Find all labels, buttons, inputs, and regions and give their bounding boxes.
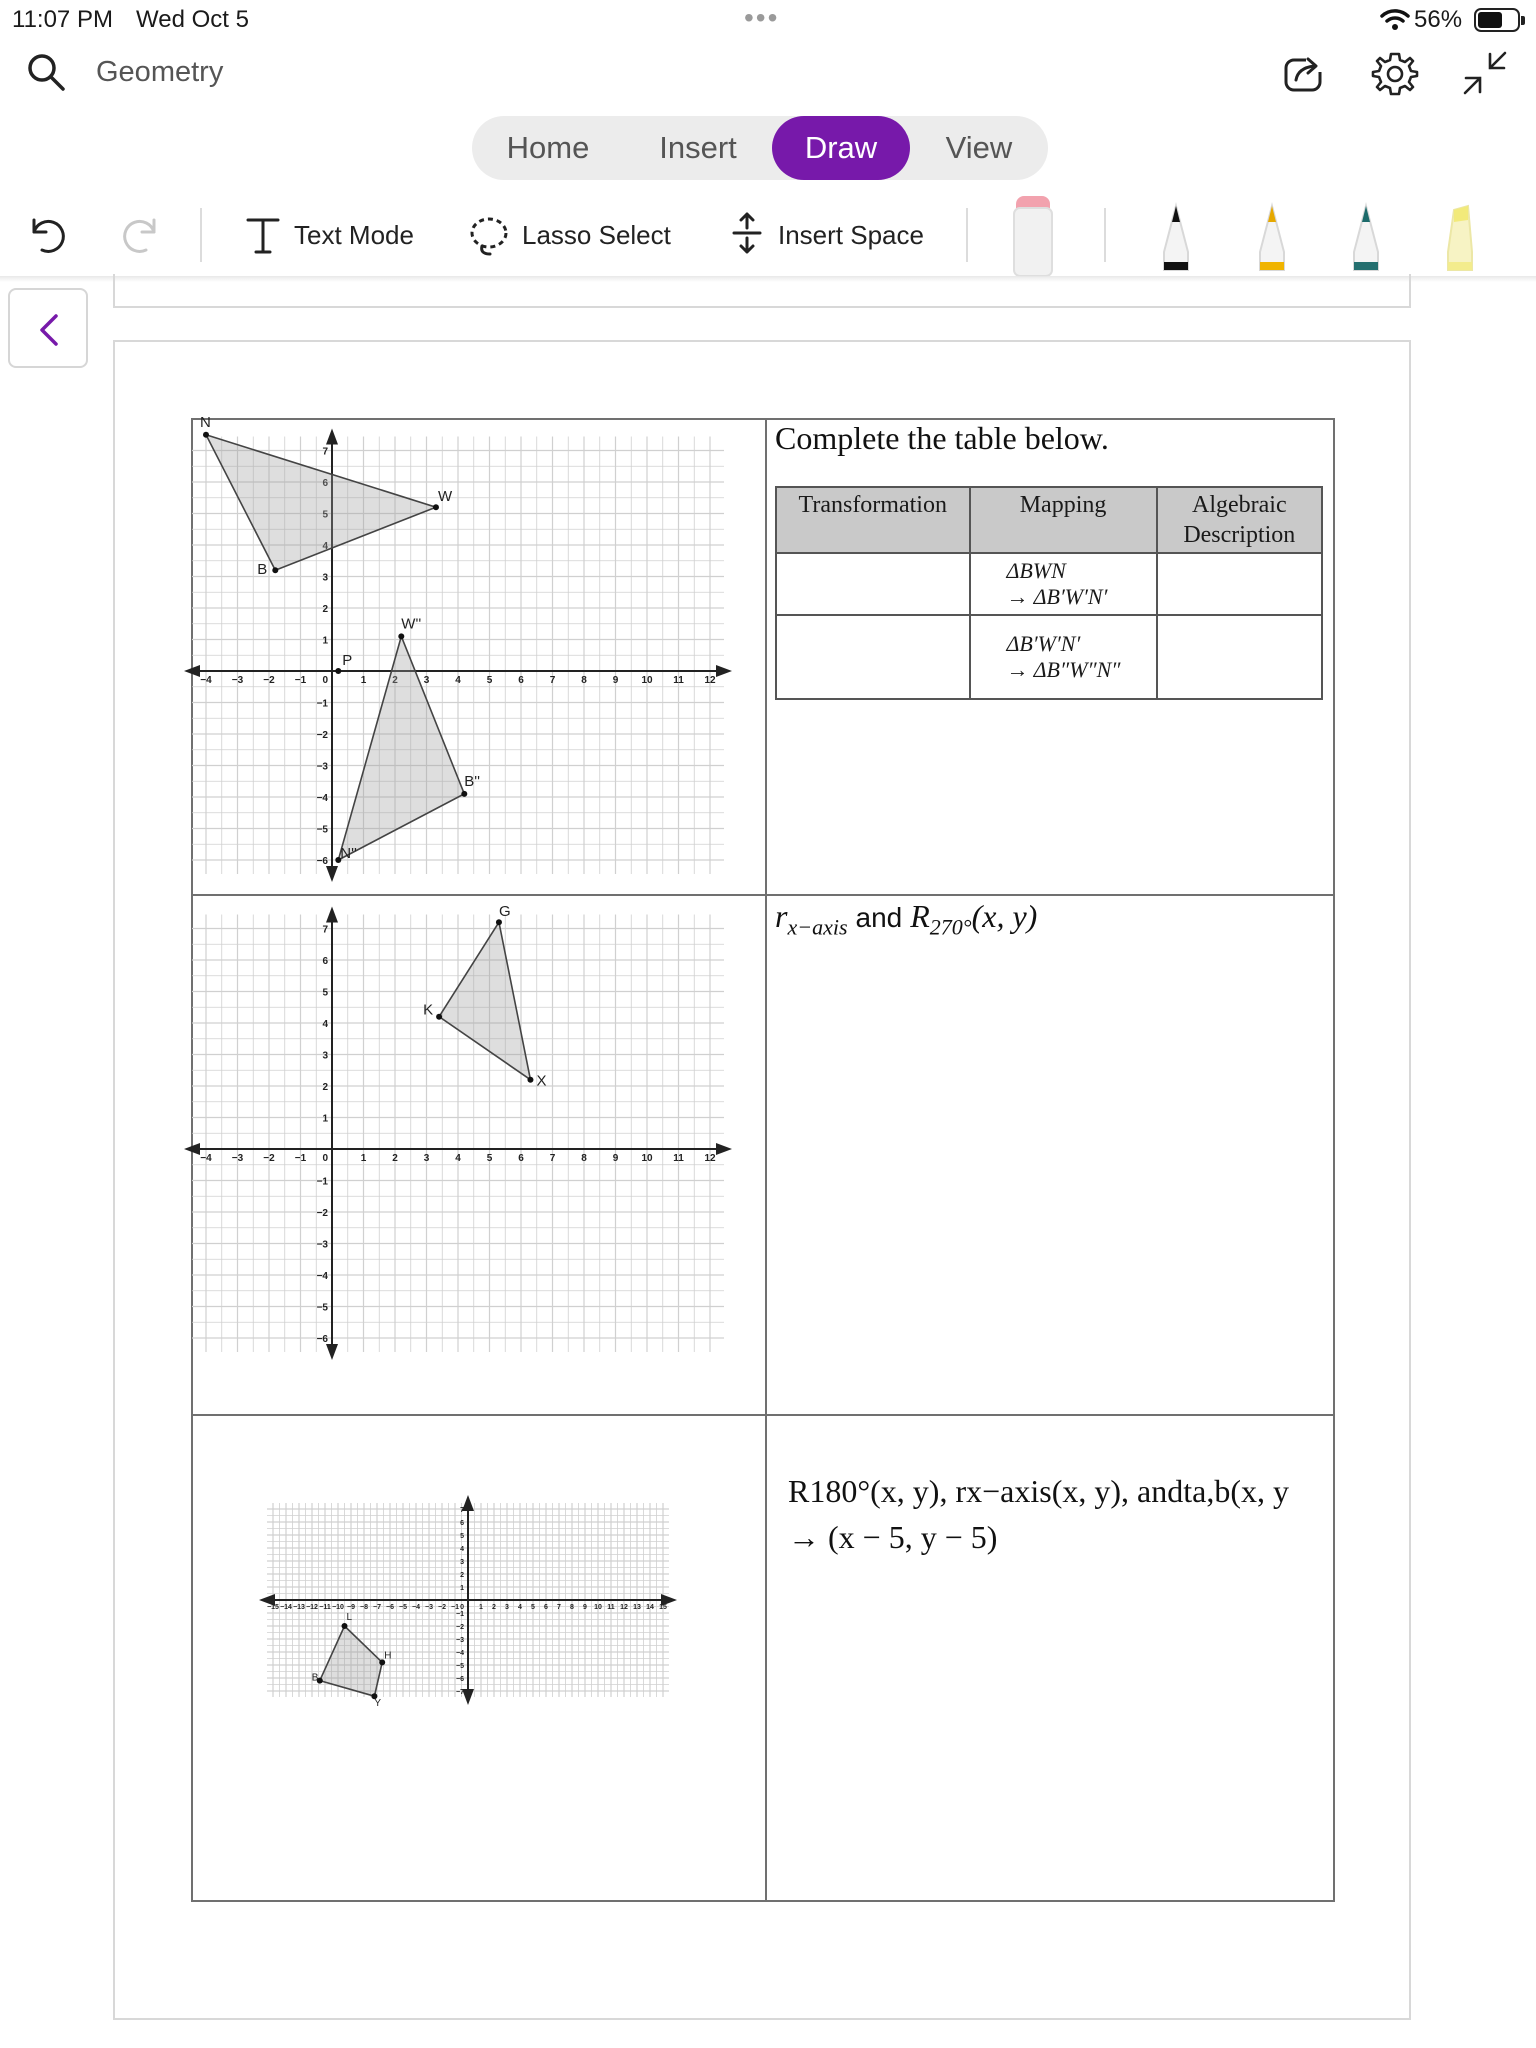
transformation-table	[775, 486, 1323, 700]
triangle-shape	[439, 922, 530, 1079]
vertex-point	[461, 791, 467, 797]
y-tick-label: −1	[316, 698, 328, 710]
vertex-point	[436, 1014, 442, 1020]
y-tick-label: 7	[460, 1506, 464, 1514]
wifi-icon	[1380, 8, 1410, 30]
cell-transformation-2[interactable]	[776, 615, 970, 699]
mapping-2-line-1: ΔB′W′N′	[1006, 631, 1081, 656]
x-tick-label: 3	[423, 1153, 430, 1164]
tab-insert[interactable]: Insert	[659, 130, 737, 165]
tab-view[interactable]: View	[945, 130, 1013, 165]
y-tick-label: −6	[316, 1334, 328, 1345]
triangle-shape	[320, 1626, 382, 1696]
header-mapping: Mapping	[970, 487, 1157, 553]
vertex-point	[335, 668, 341, 674]
vertex-point	[203, 432, 209, 438]
x-tick-label: −4	[412, 1604, 420, 1611]
x-tick-label: −2	[263, 675, 275, 686]
x-tick-label: 10	[594, 1604, 602, 1611]
vertex-label: L	[346, 1612, 353, 1623]
cell-mapping-2	[970, 615, 1157, 699]
chevron-left-icon	[32, 310, 68, 350]
y-tick-label: 3	[460, 1558, 464, 1566]
insert-space-icon[interactable]	[726, 212, 768, 254]
problem-3-line-1: R180°(x, y), rx−axis(x, y), andta,b(x, y	[788, 1473, 1289, 1509]
table-header-row	[776, 487, 1322, 553]
multitasking-dots-icon[interactable]: •••	[744, 2, 780, 33]
x-tick-label: 10	[641, 675, 653, 686]
reflection-symbol: r	[775, 898, 788, 934]
x-tick-label: 11	[673, 1153, 684, 1164]
worksheet-row-divider	[193, 1414, 1333, 1416]
vertex-label: H	[384, 1650, 392, 1662]
vertex-label: K	[423, 1001, 434, 1019]
x-tick-label: 11	[673, 675, 684, 686]
status-time: 11:07 PM	[12, 6, 113, 33]
problem-2-transformation	[775, 898, 1037, 940]
x-tick-label: −9	[347, 1604, 355, 1611]
cell-transformation-1[interactable]	[776, 553, 970, 615]
rotation-args: (x, y)	[971, 898, 1038, 934]
undo-icon[interactable]	[28, 214, 70, 256]
coordinate-graph-3	[200, 1420, 740, 1760]
y-tick-label: 3	[322, 1050, 328, 1062]
x-tick-label: 1	[360, 675, 367, 686]
lasso-select-button[interactable]: Lasso Select	[522, 220, 671, 250]
y-tick-label: 6	[460, 1519, 464, 1527]
search-icon[interactable]	[26, 52, 66, 92]
x-tick-label: 6	[518, 675, 524, 686]
x-tick-label: 2	[492, 1604, 496, 1611]
y-tick-label: 2	[322, 1082, 328, 1093]
x-tick-label: 7	[557, 1604, 561, 1611]
x-tick-label: 2	[392, 1153, 398, 1164]
vertex-point	[272, 567, 278, 573]
mapping-1-line-1: ΔBWN	[1006, 558, 1066, 583]
x-tick-label: −1	[451, 1604, 459, 1611]
y-tick-label: 5	[322, 987, 328, 999]
x-tick-label: 9	[612, 1153, 619, 1164]
x-tick-label: 8	[581, 675, 587, 686]
share-icon[interactable]	[1282, 50, 1328, 96]
y-tick-label: −1	[316, 1176, 328, 1188]
x-tick-label: −15	[267, 1604, 279, 1611]
y-tick-label: 2	[322, 604, 328, 615]
mapping-2-line-2: → ΔB″W″N″	[1006, 657, 1121, 682]
y-tick-label: 4	[460, 1545, 464, 1553]
x-tick-label: 14	[646, 1604, 654, 1611]
x-tick-label: −1	[294, 675, 307, 686]
y-tick-label: 1	[322, 635, 328, 647]
x-tick-label: 5	[486, 1153, 493, 1164]
x-tick-label: 6	[544, 1604, 548, 1611]
lasso-select-icon[interactable]	[468, 214, 510, 256]
y-tick-label: −6	[316, 856, 328, 867]
mapping-1-line-2: → ΔB′W′N′	[1006, 584, 1108, 609]
vertex-label: N''	[340, 845, 357, 862]
vertex-label: X	[536, 1072, 547, 1090]
y-tick-label: −3	[316, 1239, 328, 1251]
triangle-shape	[206, 435, 436, 570]
y-tick-label: −5	[456, 1662, 464, 1670]
y-tick-label: −4	[316, 1271, 328, 1282]
vertex-label: N	[200, 413, 211, 431]
x-tick-label: 4	[518, 1604, 522, 1611]
y-tick-label: 1	[322, 1113, 328, 1125]
x-tick-label: −6	[386, 1604, 394, 1611]
x-tick-label: 13	[633, 1604, 641, 1611]
y-tick-label: 1	[460, 1584, 464, 1592]
cell-algebraic-2[interactable]	[1157, 615, 1322, 699]
x-axis-arrow	[716, 665, 732, 677]
yellow-pen-icon[interactable]	[1242, 196, 1302, 276]
x-tick-label: 9	[612, 675, 619, 686]
origin-label: 0	[322, 675, 328, 686]
tab-home[interactable]: Home	[506, 130, 590, 165]
x-tick-label: 1	[360, 1153, 367, 1164]
yellow-highlighter-icon[interactable]	[1430, 196, 1490, 276]
eraser-tool-icon[interactable]	[1006, 194, 1066, 278]
y-tick-label: −7	[456, 1688, 464, 1696]
teal-pen-icon[interactable]	[1336, 196, 1396, 276]
y-tick-label: −4	[316, 793, 328, 804]
problem-3-transformation	[788, 1468, 1289, 1560]
y-axis-arrow	[326, 866, 338, 882]
status-bar	[0, 0, 1536, 38]
x-tick-label: 15	[659, 1604, 667, 1611]
y-tick-label: −2	[456, 1623, 464, 1631]
vertex-label: B''	[464, 772, 481, 790]
worksheet-column-divider	[765, 420, 767, 1900]
x-tick-label: −10	[332, 1604, 344, 1611]
x-tick-label: 3	[505, 1604, 509, 1611]
table-row	[776, 615, 1322, 699]
x-tick-label: −4	[200, 1153, 212, 1164]
text-mode-icon[interactable]	[242, 214, 284, 256]
x-tick-label: −14	[280, 1604, 292, 1611]
header-transformation: Transformation	[776, 487, 970, 553]
header-algebraic-description: Algebraic Description	[1157, 487, 1322, 553]
y-axis-arrow	[326, 429, 338, 445]
y-tick-label: −3	[456, 1636, 464, 1644]
toolbar-divider	[966, 208, 968, 262]
x-tick-label: −3	[231, 675, 244, 686]
x-tick-label: −3	[231, 1153, 244, 1164]
y-tick-label: 4	[322, 1019, 328, 1030]
status-date: Wed Oct 5	[136, 6, 249, 33]
battery-icon	[1474, 8, 1520, 32]
x-tick-label: −8	[360, 1604, 368, 1611]
x-tick-label: 4	[455, 675, 461, 686]
x-tick-label: 12	[704, 1153, 716, 1164]
previous-page-edge	[113, 274, 1411, 308]
table-row	[776, 553, 1322, 615]
text-mode-button[interactable]: Text Mode	[294, 220, 414, 250]
x-tick-label: 8	[581, 1153, 587, 1164]
y-tick-label: −1	[456, 1610, 464, 1618]
y-tick-label: 5	[460, 1532, 464, 1540]
x-tick-label: −13	[293, 1604, 305, 1611]
x-tick-label: −2	[438, 1604, 446, 1611]
vertex-label: B	[311, 1672, 319, 1684]
y-tick-label: 7	[322, 924, 328, 936]
cell-algebraic-1[interactable]	[1157, 553, 1322, 615]
coordinate-graph-1	[200, 413, 740, 880]
x-tick-label: −2	[263, 1153, 275, 1164]
x-tick-label: 5	[531, 1604, 535, 1611]
origin-label: 0	[322, 1153, 328, 1164]
y-tick-label: 2	[460, 1571, 464, 1579]
x-tick-label: 12	[704, 675, 716, 686]
x-tick-label: 8	[570, 1604, 574, 1611]
y-tick-label: −2	[316, 730, 328, 741]
coordinate-graph-2	[200, 902, 740, 1356]
rotation-subscript: 270°	[929, 914, 972, 940]
cell-mapping-1	[970, 553, 1157, 615]
y-tick-label: −4	[456, 1649, 464, 1657]
y-tick-label: −5	[316, 1302, 328, 1314]
vertex-point	[398, 633, 404, 639]
x-tick-label: −3	[425, 1604, 433, 1611]
y-tick-label: −5	[316, 824, 328, 836]
vertex-label: W''	[401, 615, 422, 633]
worksheet-row-divider	[193, 894, 1333, 896]
x-tick-label: 7	[549, 675, 556, 686]
insert-space-button[interactable]: Insert Space	[778, 220, 924, 250]
toolbar-divider	[200, 208, 202, 262]
x-tick-label: 7	[549, 1153, 556, 1164]
x-tick-label: 3	[423, 675, 430, 686]
origin-label: 0	[460, 1604, 464, 1611]
back-button[interactable]	[8, 288, 88, 368]
redo-icon[interactable]	[118, 214, 160, 256]
battery-percentage: 56%	[1414, 6, 1463, 33]
vertex-label: B	[257, 561, 268, 579]
y-tick-label: −3	[316, 761, 328, 773]
x-tick-label: −5	[399, 1604, 407, 1611]
x-tick-label: 4	[455, 1153, 461, 1164]
x-tick-label: 11	[607, 1604, 615, 1611]
tab-draw[interactable]: Draw	[772, 116, 910, 180]
y-tick-label: 7	[322, 446, 328, 458]
x-tick-label: −4	[200, 675, 212, 686]
x-tick-label: −7	[373, 1604, 381, 1611]
and-word: and	[855, 902, 903, 933]
problem-3-line-2: → (x − 5, y − 5)	[788, 1519, 998, 1555]
y-axis-arrow	[326, 907, 338, 923]
black-pen-icon[interactable]	[1146, 196, 1206, 276]
y-tick-label: 3	[322, 572, 328, 584]
y-tick-label: −6	[456, 1675, 464, 1683]
vertex-label: W	[437, 488, 453, 506]
x-tick-label: 5	[486, 675, 493, 686]
x-tick-label: 12	[620, 1604, 628, 1611]
x-tick-label: −11	[319, 1604, 331, 1611]
y-tick-label: 6	[322, 956, 328, 967]
vertex-point	[527, 1077, 533, 1083]
vertex-label: Y	[374, 1698, 382, 1710]
worksheet-instruction: Complete the table below.	[775, 420, 1109, 456]
notebook-title[interactable]: Geometry	[96, 56, 224, 88]
x-tick-label: 10	[641, 1153, 653, 1164]
x-tick-label: 9	[583, 1604, 587, 1611]
x-tick-label: −12	[306, 1604, 318, 1611]
y-tick-label: −2	[316, 1208, 328, 1219]
settings-gear-icon[interactable]	[1372, 50, 1418, 96]
vertex-label: P	[342, 652, 353, 669]
rotation-symbol: R	[910, 898, 930, 934]
vertex-point	[342, 1623, 348, 1629]
collapse-fullscreen-icon[interactable]	[1462, 50, 1508, 96]
triangle-shape	[338, 636, 464, 860]
x-tick-label: −1	[294, 1153, 307, 1164]
vertex-label: G	[498, 903, 511, 921]
x-tick-label: 1	[479, 1604, 483, 1611]
x-tick-label: 6	[518, 1153, 524, 1164]
reflection-subscript: x−axis	[787, 914, 848, 940]
x-axis-arrow	[716, 1143, 732, 1155]
ribbon-tabs	[472, 116, 1048, 180]
toolbar-divider	[1104, 208, 1106, 262]
